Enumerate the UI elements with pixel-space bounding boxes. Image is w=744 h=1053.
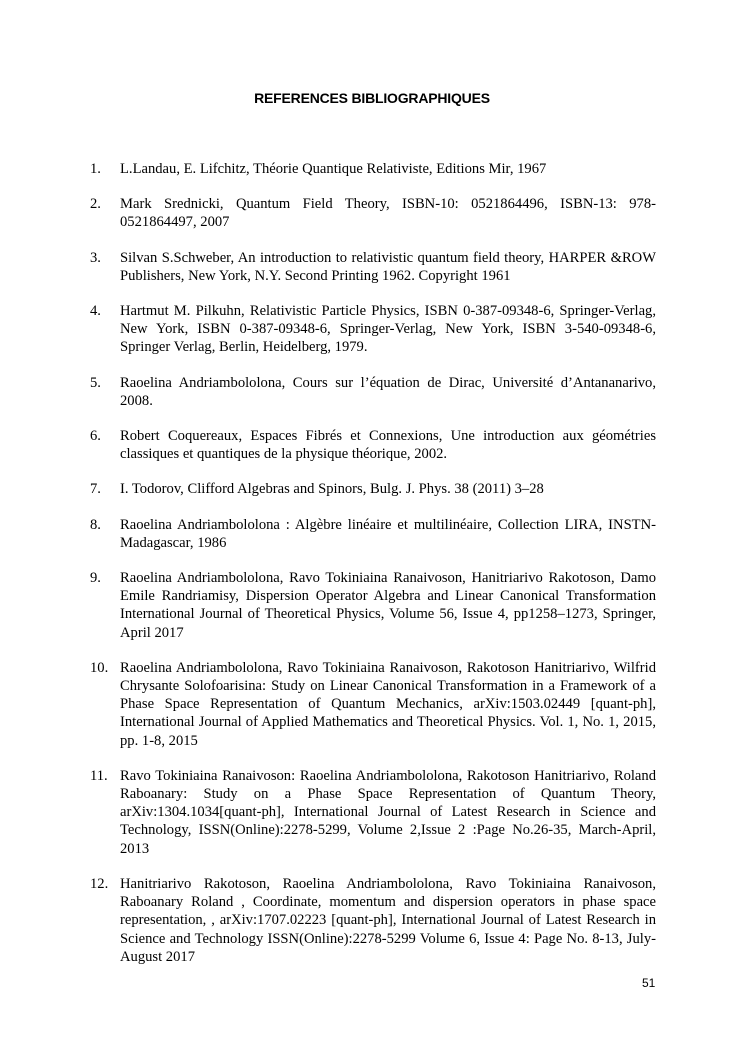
reference-list (90, 160, 656, 966)
page-number: 51 (642, 976, 656, 990)
reference-item (90, 659, 656, 750)
reference-text: Raoelina Andriambololona : Algèbre linéaire et multilinéaire, Collection LIRA, INSTN-Madagascar, 1986 (120, 516, 656, 551)
reference-text: I. Todorov, Clifford Algebras and Spinors, Bulg. J. Phys. 38 (2011) 3–28 (120, 481, 544, 498)
reference-text: Raoelina Andriambololona, Cours sur l’équation de Dirac, Université d’Antananarivo, 2008. (120, 374, 656, 409)
reference-text: Mark Srednicki, Quantum Field Theory, ISBN-10: 0521864496, ISBN-13: 978-0521864497, 2007 (120, 196, 656, 231)
reference-number: 7. (90, 481, 101, 498)
reference-text: Raoelina Andriambololona, Ravo Tokiniaina Ranaivoson, Rakotoson Hanitriarivo, Wilfrid Chrysante Solofoarisina: Study on Linear Canonical Transformation in a Framework of a Phase Space Representation of Quantum Mechanics, arXiv:1503.02449 [quant-ph], International Journal of Applied Mathematics and Theoretical Physics. Vol. 1, No. 1, 2015, pp. 1-8, 2015 (120, 659, 656, 749)
reference-number: 5. (90, 374, 101, 391)
reference-item (90, 374, 656, 410)
reference-item (90, 480, 656, 498)
reference-item (90, 875, 656, 966)
reference-number: 4. (90, 303, 101, 320)
reference-number: 6. (90, 428, 101, 445)
reference-item (90, 767, 656, 858)
reference-number: 12. (90, 875, 109, 892)
reference-number: 1. (90, 161, 101, 177)
reference-item (90, 302, 656, 357)
page-title: REFERENCES BIBLIOGRAPHIQUES (254, 90, 490, 106)
reference-number: 3. (90, 249, 101, 266)
reference-text: Hanitriarivo Rakotoson, Raoelina Andriambololona, Ravo Tokiniaina Ranaivoson, Raboanary Roland , Coordinate, momentum and dispersion operators in phase space representation, , arXiv:1707.02223 [quant-ph], International Journal of Latest Research in Science and Technology ISSN(Online):2278-5299 Volume 6, Issue 4: Page No. 8-13, July-August 2017 (120, 875, 656, 965)
reference-text: Silvan S.Schweber, An introduction to relativistic quantum field theory, HARPER &ROW Publishers, New York, N.Y. Second Printing 1962. Copyright 1961 (120, 249, 656, 284)
reference-item (90, 195, 656, 231)
reference-text: Robert Coquereaux, Espaces Fibrés et Connexions, Une introduction aux géométries classiques et quantiques de la physique théorique, 2002. (120, 428, 656, 463)
reference-item (90, 516, 656, 552)
reference-number: 8. (90, 516, 101, 533)
reference-number: 10. (90, 659, 109, 676)
reference-text: Hartmut M. Pilkuhn, Relativistic Particle Physics, ISBN 0-387-09348-6, Springer-Verlag, New York, ISBN 0-387-09348-6, Springer-Verlag, New York, ISBN 3-540-09348-6, Springer Verlag, Berlin, Heidelberg, 1979. (120, 303, 656, 356)
reference-number: 11. (90, 767, 108, 784)
reference-number: 2. (90, 196, 101, 213)
reference-item (90, 249, 656, 285)
reference-text: Raoelina Andriambololona, Ravo Tokiniaina Ranaivoson, Hanitriarivo Rakotoson, Damo Emile Randriamisy, Dispersion Operator Algebra and Linear Canonical Transformation International Journal of Theoretical Physics, Volume 56, Issue 4, pp1258–1273, Springer, April 2017 (120, 570, 656, 641)
reference-number: 9. (90, 570, 101, 587)
reference-text: Ravo Tokiniaina Ranaivoson: Raoelina Andriambololona, Rakotoson Hanitriarivo, Roland Raboanary: Study on a Phase Space Representation of Quantum Theory, arXiv:1304.1034[quant-ph], International Journal of Latest Research in Science and Technology, ISSN(Online):2278-5299, Volume 2,Issue 2 :Page No.26-35, March-April, 2013 (120, 767, 656, 857)
reference-item (90, 427, 656, 463)
reference-text: L.Landau, E. Lifchitz, Théorie Quantique Relativiste, Editions Mir, 1967 (120, 161, 547, 177)
reference-item (90, 569, 656, 642)
reference-item (90, 160, 656, 178)
